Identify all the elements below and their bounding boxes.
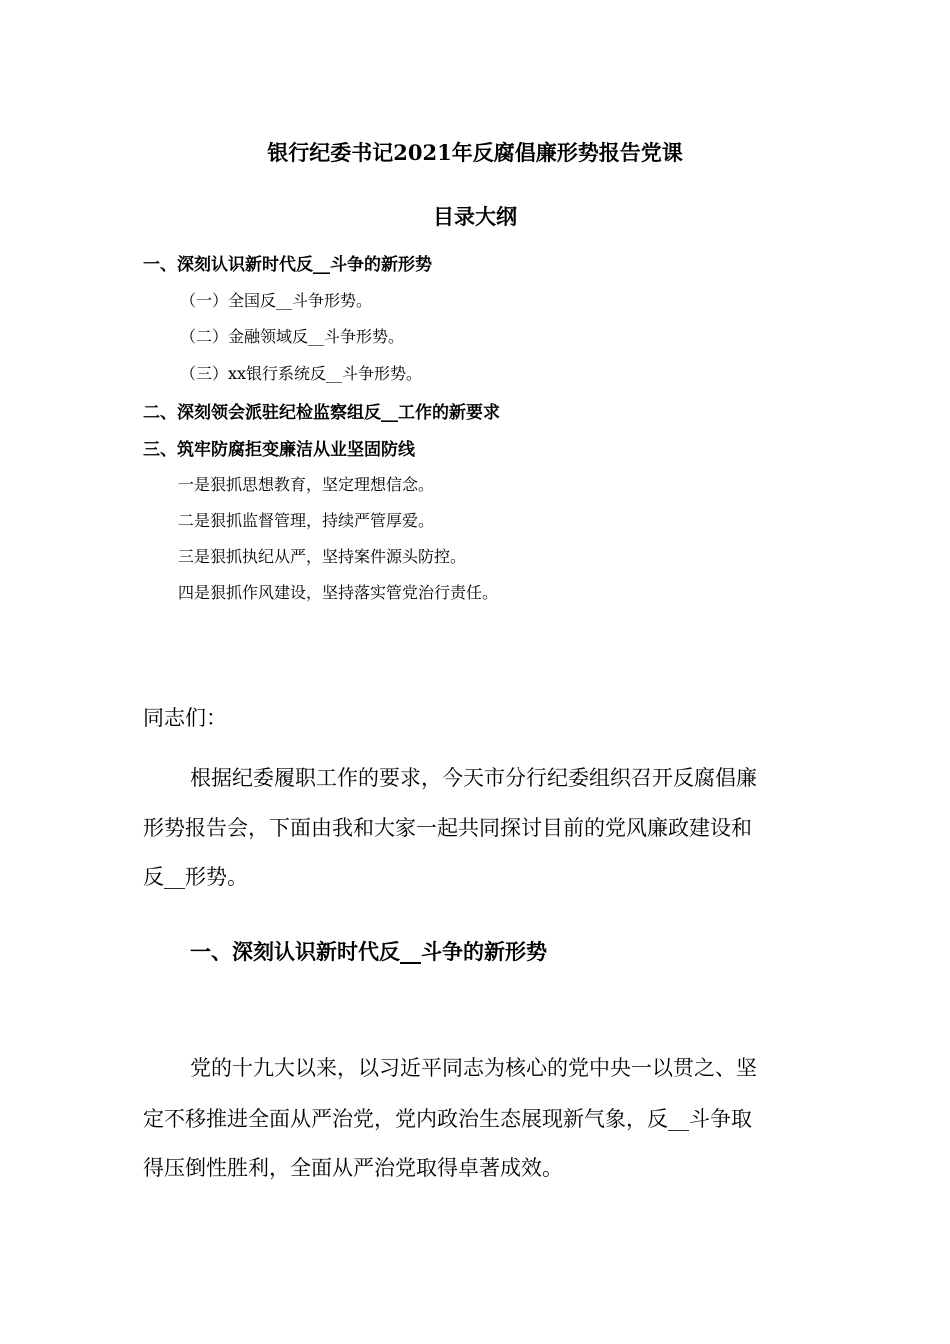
paragraph-line: 反__形势。 — [143, 865, 248, 889]
toc-item: 三是狠抓执纪从严，坚持案件源头防控。 — [178, 547, 467, 566]
paragraph-line: 得压倒性胜利，全面从严治党取得卓著成效。 — [143, 1156, 563, 1180]
paragraph-line: 根据纪委履职工作的要求，今天市分行纪委组织召开反腐倡廉 — [190, 766, 757, 790]
toc-item: 二是狠抓监督管理，持续严管厚爱。 — [178, 511, 435, 530]
paragraph-line: 党的十九大以来，以习近平同志为核心的党中央一以贯之、坚 — [190, 1056, 757, 1080]
section-heading: 一、深刻认识新时代反__斗争的新形势 — [190, 939, 547, 964]
document-title: 银行纪委书记2021年反腐倡廉形势报告党课 — [267, 140, 683, 165]
paragraph-line: 定不移推进全面从严治党，党内政治生态展现新气象，反__斗争取 — [143, 1107, 752, 1131]
paragraph-line: 形势报告会，下面由我和大家一起共同探讨目前的党风廉政建设和 — [143, 816, 752, 840]
outline-title: 目录大纲 — [433, 204, 517, 229]
toc-heading-2: 二、深刻领会派驻纪检监察组反__工作的新要求 — [143, 403, 500, 423]
toc-subitem: （三）xx银行系统反__斗争形势。 — [180, 364, 423, 383]
toc-heading-1: 一、深刻认识新时代反__斗争的新形势 — [143, 255, 432, 275]
toc-item: 四是狠抓作风建设，坚持落实管党治行责任。 — [178, 583, 499, 602]
salutation: 同志们： — [143, 706, 227, 730]
toc-heading-3: 三、筑牢防腐拒变廉洁从业坚固防线 — [143, 440, 415, 460]
toc-subitem: （一）全国反__斗争形势。 — [180, 291, 373, 310]
toc-item: 一是狠抓思想教育，坚定理想信念。 — [178, 475, 435, 494]
toc-subitem: （二）金融领域反__斗争形势。 — [180, 327, 405, 346]
